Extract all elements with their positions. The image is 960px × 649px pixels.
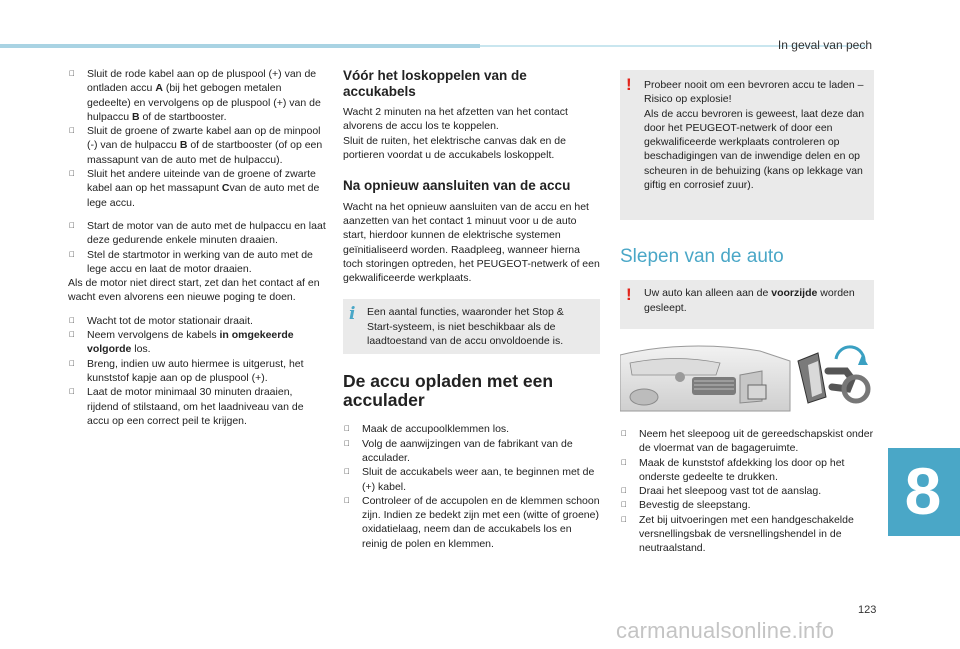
warning-text: Als de accu bevroren is geweest, laat deze dan door het PEUGEOT-netwerk of door een gekwalificeerde werkplaats controleren op beschadigingen van de inwendige delen en op scheuren in de behuizing (kans op lekkage van giftig en corrosief zuur). xyxy=(644,107,865,192)
list-item: Maak de accupoolklemmen los. xyxy=(362,423,510,436)
column-right xyxy=(620,70,874,556)
section-heading: De accu opladen met een acculader xyxy=(343,371,554,411)
header-accent-bar xyxy=(0,44,480,48)
warning-icon: ! xyxy=(626,75,632,94)
section-heading: Na opnieuw aansluiten van de accu xyxy=(343,178,571,194)
towing-steps-list xyxy=(620,427,874,556)
chapter-title: In geval van pech xyxy=(777,38,872,52)
list-item: Volg de aanwijzingen van de fabrikant van de acculader. xyxy=(362,437,573,464)
list-item: Sluit de groene of zwarte kabel aan op de minpool (-) van de hulpaccu B of de startbooster (of op een massapunt van de auto met de hulpaccu). xyxy=(87,125,323,166)
list-item: Neem het sleepoog uit de gereedschapskist onder de vloermat van de bagageruimte. xyxy=(639,427,874,455)
list-item: Maak de kunststof afdekking los door op het onderste gedeelte te drukken. xyxy=(639,456,845,483)
list-item: Breng, indien uw auto hiermee is uitgerust, het kunststof kapje aan op de pluspool (+). xyxy=(87,357,304,384)
list-item: Sluit de accukabels weer aan, te beginnen met de (+) kabel. xyxy=(362,466,595,493)
section-heading: Vóór het loskoppelen van de accukabels xyxy=(343,68,527,99)
column-left xyxy=(68,67,326,428)
charger-steps-list xyxy=(343,422,600,551)
list-item: Sluit de rode kabel aan op de pluspool (+) van de ontladen accu A (bij het gebogen metalen gedeelte) en vervolgens op de pluspool (+) van de hulpaccu B of de startbooster. xyxy=(87,68,321,123)
info-box xyxy=(343,299,600,354)
car-front-icon xyxy=(620,341,872,419)
warning-text: Probeer nooit om een bevroren accu te laden – Risico op explosie! xyxy=(644,79,864,106)
warning-box xyxy=(620,70,874,220)
list-item: Controleer of de accupolen en de klemmen schoon zijn. Indien ze bedekt zijn met een (witte of groene) oxidatielaag, neem dan de accukabels los en reinig de polen en klemmen. xyxy=(362,494,600,550)
info-text: Een aantal functies, waaronder het Stop & Start-systeem, is niet beschikbaar als de laadtoestand van de accu onvoldoende is. xyxy=(367,306,564,348)
info-icon: i xyxy=(349,304,356,325)
chapter-number: 8 xyxy=(904,454,942,528)
towing-eye-illustration xyxy=(620,341,872,419)
list-item: Wacht tot de motor stationair draait. xyxy=(87,314,253,327)
connect-steps-list xyxy=(68,67,326,210)
paragraph: Wacht 2 minuten na het afzetten van het contact alvorens de accu los te koppelen. xyxy=(343,106,568,133)
page-number: 123 xyxy=(858,604,877,616)
disconnect-steps-list xyxy=(68,314,326,428)
list-item: Neem vervolgens de kabels in omgekeerde volgorde los. xyxy=(87,329,294,356)
column-middle xyxy=(343,68,600,551)
start-steps-list xyxy=(68,219,326,276)
warning-icon: ! xyxy=(626,285,632,305)
list-item: Bevestig de sleepstang. xyxy=(639,499,751,512)
list-item: Draai het sleepoog vast tot de aanslag. xyxy=(639,485,822,498)
retry-paragraph: Als de motor niet direct start, zet dan het contact af en wacht even alvorens een nieuwe poging te doen. xyxy=(68,277,320,304)
list-item: Zet bij uitvoeringen met een handgeschakelde versnellingsbak de versnellingshendel in de neutraalstand. xyxy=(639,513,854,555)
section-heading-towing: Slepen van de auto xyxy=(620,246,784,268)
paragraph: Sluit de ruiten, het elektrische canvas dak en de portieren voordat u de accukabels loskoppelt. xyxy=(343,134,566,161)
list-item: Stel de startmotor in werking van de auto met de lege accu en laat de motor draaien. xyxy=(87,248,313,275)
watermark: carmanualsonline.info xyxy=(616,618,835,643)
list-item: Start de motor van de auto met de hulpaccu en laat deze gedurende enkele minuten draaien. xyxy=(87,219,326,247)
warning-box xyxy=(620,280,874,329)
paragraph: Wacht na het opnieuw aansluiten van de accu en het aanzetten van het contact 1 minuut voor u de auto start, hierdoor kunnen de elektrische systemen geïnitialiseerd worden. Raadpleeg, wanneer hierna toch storingen optreden, het PEUGEOT-netwerk of een gekwalificeerde werkplaats. xyxy=(343,200,600,285)
list-item: Sluit het andere uiteinde van de groene of zwarte kabel aan op het massapunt Cvan de auto met de lege accu. xyxy=(87,168,320,209)
list-item: Laat de motor minimaal 30 minuten draaien, rijdend of stilstaand, om het laadniveau van de accu op een correct peil te krijgen. xyxy=(87,386,304,427)
warning-text: Uw auto kan alleen aan de voorzijde worden gesleept. xyxy=(644,287,855,314)
